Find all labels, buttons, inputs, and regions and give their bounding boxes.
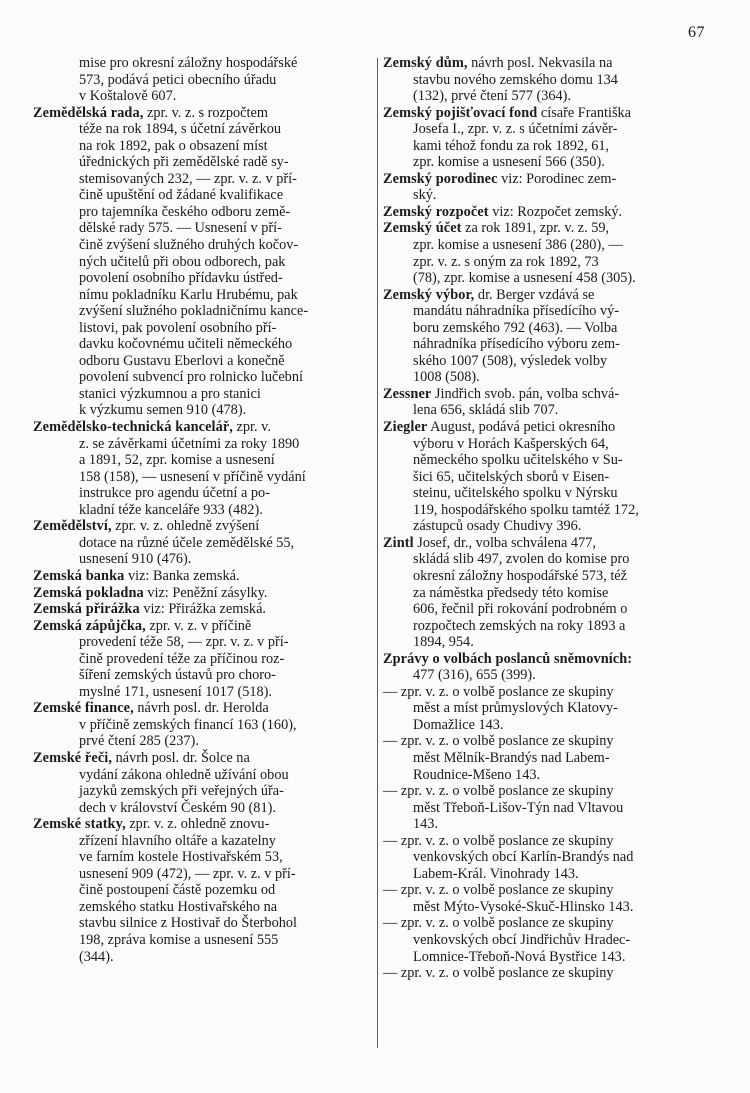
entry-text: vydání zákona ohledně užívání obou bbox=[79, 766, 289, 783]
index-entry-line bbox=[383, 816, 723, 833]
entry-text: usnesení 910 (476). bbox=[79, 551, 192, 568]
entry-text: z. se závěrkami účetními za roky 1890 bbox=[79, 435, 300, 452]
entry-text: — zpr. v. z. o volbě poslance ze skupiny bbox=[383, 832, 614, 849]
index-entry-line bbox=[383, 618, 723, 635]
entry-text: 1894, 954. bbox=[413, 634, 474, 651]
index-entry-line bbox=[383, 849, 723, 866]
index-entry-line bbox=[33, 72, 373, 89]
entry-text: dělské rady 575. — Usnesení v pří- bbox=[79, 220, 282, 237]
index-entry-line bbox=[383, 684, 723, 701]
index-entry-line bbox=[33, 469, 373, 486]
entry-keyword: Zessner bbox=[383, 385, 432, 402]
entry-text: dr. Berger vzdává se bbox=[474, 286, 595, 303]
index-entry-heading-line bbox=[383, 204, 723, 221]
entry-text: 143. bbox=[413, 816, 439, 833]
index-entry-line bbox=[33, 783, 373, 800]
entry-text: výboru v Horách Kašperských 64, bbox=[413, 435, 609, 452]
index-entry-line bbox=[383, 750, 723, 767]
entry-text: — zpr. v. z. o volbě poslance ze skupiny bbox=[383, 965, 614, 982]
entry-text: venkovských obcí Jindřichův Hradec- bbox=[413, 931, 631, 948]
index-entry-line bbox=[383, 502, 723, 519]
index-entry-line bbox=[33, 949, 373, 966]
entry-text: zpr. komise a usnesení 566 (350). bbox=[413, 154, 605, 171]
entry-text: viz: Rozpočet zemský. bbox=[488, 203, 623, 220]
index-entry-line bbox=[33, 915, 373, 932]
entry-text: čině upuštění od žádané kvalifikace bbox=[79, 187, 284, 204]
index-entry-line bbox=[33, 386, 373, 403]
entry-text: ského 1007 (508), výsledek volby bbox=[413, 352, 608, 369]
index-entry-heading-line bbox=[383, 419, 723, 436]
column-divider bbox=[377, 58, 378, 1048]
index-entry-line bbox=[33, 237, 373, 254]
index-entry-line bbox=[383, 485, 723, 502]
entry-text: — zpr. v. z. o volbě poslance ze skupiny bbox=[383, 683, 614, 700]
entry-keyword: Zemědělská rada, bbox=[33, 104, 144, 121]
entry-text: měst a míst průmyslových Klatovy- bbox=[413, 700, 618, 717]
index-entry-line bbox=[33, 436, 373, 453]
index-entry-line bbox=[33, 502, 373, 519]
entry-text: 606, řečnil při rokování podrobném o bbox=[413, 601, 628, 618]
index-entry-line bbox=[33, 88, 373, 105]
index-entry-line bbox=[383, 72, 723, 89]
entry-text: Roudnice-Mšeno 143. bbox=[413, 766, 541, 783]
index-entry-line bbox=[383, 254, 723, 271]
entry-text: lena 656, skládá slib 707. bbox=[413, 402, 559, 419]
entry-text: 158 (158), — usnesení v příčině vydání bbox=[79, 468, 306, 485]
index-entry-line bbox=[33, 154, 373, 171]
entry-text: náhradníka přísedícího výboru zem- bbox=[413, 336, 620, 353]
index-entry-line bbox=[383, 733, 723, 750]
entry-text: úřednických při zemědělské radě sy- bbox=[79, 154, 289, 171]
index-entry-line bbox=[33, 220, 373, 237]
index-entry-line bbox=[383, 452, 723, 469]
entry-text: povolení osobního přídavku ústřed- bbox=[79, 270, 283, 287]
entry-text: zpr. v. bbox=[232, 419, 271, 436]
entry-text: (132), prvé čtení 577 (364). bbox=[413, 88, 572, 105]
entry-text: davku kočovnému učiteli německého bbox=[79, 336, 293, 353]
entry-text: skládá slib 497, zvolen do komise pro bbox=[413, 551, 630, 568]
index-entry-line bbox=[383, 518, 723, 535]
index-entry-heading-line bbox=[33, 518, 373, 535]
entry-keyword: Zemědělství, bbox=[33, 518, 112, 535]
index-entry-heading-line bbox=[383, 105, 723, 122]
index-entry-line bbox=[33, 800, 373, 817]
entry-text: Lomnice-Třeboň-Nová Bystřice 143. bbox=[413, 948, 626, 965]
index-entry-line bbox=[33, 733, 373, 750]
entry-text: zemského statku Hostivařského na bbox=[79, 898, 278, 915]
entry-text: 1008 (508). bbox=[413, 369, 480, 386]
entry-text: prvé čtení 285 (237). bbox=[79, 733, 199, 750]
index-entry-line bbox=[33, 684, 373, 701]
entry-text: stavbu silnice z Hostivař do Šterbohol bbox=[79, 915, 297, 932]
index-entry-line bbox=[383, 585, 723, 602]
index-entry-line bbox=[33, 485, 373, 502]
entry-keyword: Zemský účet bbox=[383, 220, 462, 237]
index-entry-line bbox=[33, 882, 373, 899]
index-entry-line bbox=[383, 601, 723, 618]
entry-text: ský. bbox=[413, 187, 437, 204]
entry-text: dech v království Českém 90 (81). bbox=[79, 799, 276, 816]
entry-keyword: Zemská pokladna bbox=[33, 584, 144, 601]
index-entry-line bbox=[383, 915, 723, 932]
entry-text: usnesení 909 (472), — zpr. v. z. v pří- bbox=[79, 865, 296, 882]
index-entry-line bbox=[33, 121, 373, 138]
index-entry-line bbox=[383, 469, 723, 486]
entry-keyword: Zemská přirážka bbox=[33, 601, 140, 618]
index-entry-heading-line bbox=[33, 700, 373, 717]
entry-text: pro tajemníka českého odboru země- bbox=[79, 203, 291, 220]
index-entry-line bbox=[33, 833, 373, 850]
entry-text: za náměstka předsedy této komise bbox=[413, 584, 609, 601]
index-entry-line bbox=[383, 303, 723, 320]
index-entry-heading-line bbox=[33, 105, 373, 122]
index-entry-line bbox=[383, 353, 723, 370]
entry-text: venkovských obcí Karlín-Brandýs nad bbox=[413, 849, 634, 866]
entry-text: Josef, dr., volba schválena 477, bbox=[413, 534, 596, 551]
entry-text: zástupců osady Chudivy 396. bbox=[413, 518, 582, 535]
entry-text: 119, hospodářského spolku tamtéž 172, bbox=[413, 501, 639, 518]
entry-text: čině zvýšení služného druhých kočov- bbox=[79, 237, 299, 254]
entry-text: August, podává petici okresního bbox=[427, 419, 616, 436]
entry-text: 198, zpráva komise a usnesení 555 bbox=[79, 931, 279, 948]
index-entry-line bbox=[33, 767, 373, 784]
entry-text: měst Třeboň-Lišov-Týn nad Vltavou bbox=[413, 799, 624, 816]
index-entry-heading-line bbox=[383, 651, 723, 668]
entry-text: v Koštalově 607. bbox=[79, 88, 177, 105]
entry-text: viz: Porodinec zem- bbox=[497, 170, 617, 187]
entry-text: Josefa I., zpr. v. z. s účetními závěr- bbox=[413, 121, 618, 138]
index-entry-line bbox=[383, 436, 723, 453]
entry-text: okresní záložny hospodářské 573, též bbox=[413, 567, 627, 584]
entry-text: kladní téže kanceláře 933 (482). bbox=[79, 501, 263, 518]
index-entry-line bbox=[33, 402, 373, 419]
entry-text: stanici výzkumnou a pro stanici bbox=[79, 385, 261, 402]
entry-text: (78), zpr. komise a usnesení 458 (305). bbox=[413, 270, 636, 287]
index-entry-heading-line bbox=[383, 535, 723, 552]
entry-text: stavbu nového zemského domu 134 bbox=[413, 71, 618, 88]
entry-text: na rok 1892, pak o obsazení míst bbox=[79, 137, 268, 154]
entry-keyword: Zemský výbor, bbox=[383, 286, 475, 303]
index-entry-line bbox=[383, 783, 723, 800]
entry-text: zpr. v. z. v příčině bbox=[145, 617, 252, 634]
index-entry-line bbox=[33, 932, 373, 949]
index-entry-line bbox=[383, 88, 723, 105]
index-entry-line bbox=[383, 800, 723, 817]
entry-text: (344). bbox=[79, 948, 114, 965]
index-entry-heading-line bbox=[383, 55, 723, 72]
index-entry-line bbox=[33, 336, 373, 353]
entry-text: císaře Františka bbox=[537, 104, 632, 121]
index-entry-line bbox=[33, 899, 373, 916]
page-number: 67 bbox=[688, 24, 705, 41]
left-column bbox=[33, 55, 373, 965]
index-entry-line bbox=[383, 187, 723, 204]
index-entry-line bbox=[33, 667, 373, 684]
entry-keyword: Zemědělsko-technická kancelář, bbox=[33, 419, 233, 436]
index-entry-line bbox=[383, 237, 723, 254]
index-entry-line bbox=[33, 287, 373, 304]
entry-text: provedení téže 58, — zpr. v. z. v pří- bbox=[79, 634, 289, 651]
entry-text: 573, podává petici obecního úřadu bbox=[79, 71, 277, 88]
index-entry-line bbox=[33, 138, 373, 155]
entry-text: návrh posl. dr. Herolda bbox=[133, 700, 269, 717]
index-entry-line bbox=[383, 949, 723, 966]
entry-text: — zpr. v. z. o volbě poslance ze skupiny bbox=[383, 783, 614, 800]
index-entry-line bbox=[33, 320, 373, 337]
entry-text: kami téhož fondu za rok 1892, 61, bbox=[413, 137, 610, 154]
entry-text: zvýšení služného pokladničnímu kance- bbox=[79, 303, 309, 320]
entry-text: zpr. v. z. s rozpočtem bbox=[143, 104, 268, 121]
index-entry-line bbox=[383, 551, 723, 568]
index-entry-heading-line bbox=[33, 568, 373, 585]
entry-text: čině postoupení částě pozemku od bbox=[79, 882, 276, 899]
entry-text: zpr. v. z. ohledně zvýšení bbox=[111, 518, 260, 535]
entry-keyword: Zemský pojišťovací fond bbox=[383, 104, 538, 121]
entry-text: návrh posl. dr. Šolce na bbox=[112, 749, 250, 766]
index-entry-line bbox=[33, 254, 373, 271]
index-entry-heading-line bbox=[383, 386, 723, 403]
entry-text: měst Mělník-Brandýs nad Labem- bbox=[413, 749, 610, 766]
entry-keyword: Zemské řeči, bbox=[33, 749, 113, 766]
index-entry-line bbox=[383, 568, 723, 585]
index-entry-heading-line bbox=[33, 419, 373, 436]
entry-text: za rok 1891, zpr. v. z. 59, bbox=[461, 220, 610, 237]
index-entry-line bbox=[383, 138, 723, 155]
entry-keyword: Zprávy o volbách poslanců sněmovních: bbox=[383, 650, 633, 667]
index-entry-line bbox=[383, 270, 723, 287]
index-entry-line bbox=[383, 154, 723, 171]
index-entry-line bbox=[33, 303, 373, 320]
entry-text: měst Mýto-Vysoké-Skuč-Hlinsko 143. bbox=[413, 898, 634, 915]
entry-text: Jindřich svob. pán, volba schvá- bbox=[431, 385, 620, 402]
entry-text: zpr. komise a usnesení 386 (280), — bbox=[413, 237, 623, 254]
index-entry-line bbox=[33, 634, 373, 651]
entry-text: zpr. v. z. s oným za rok 1892, 73 bbox=[413, 253, 599, 270]
index-entry-line bbox=[383, 700, 723, 717]
entry-text: mandátu náhradníka přísedícího vý- bbox=[413, 303, 620, 320]
entry-text: a 1891, 52, zpr. komise a usnesení bbox=[79, 452, 275, 469]
index-entry-line bbox=[383, 336, 723, 353]
index-entry-heading-line bbox=[33, 601, 373, 618]
entry-text: 477 (316), 655 (399). bbox=[413, 667, 536, 684]
entry-keyword: Zemský dům, bbox=[383, 55, 468, 71]
entry-keyword: Zemské finance, bbox=[33, 700, 134, 717]
entry-text: — zpr. v. z. o volbě poslance ze skupiny bbox=[383, 733, 614, 750]
index-entry-line bbox=[383, 320, 723, 337]
entry-text: boru zemského 792 (463). — Volba bbox=[413, 319, 618, 336]
entry-text: k výzkumu semen 910 (478). bbox=[79, 402, 247, 419]
entry-text: steinu, učitelského spolku v Nýrsku bbox=[413, 485, 618, 502]
right-column bbox=[383, 55, 723, 982]
entry-text: rozpočtech zemských na roky 1893 a bbox=[413, 617, 626, 634]
index-entry-line bbox=[33, 353, 373, 370]
entry-text: zpr. v. z. ohledně znovu- bbox=[125, 816, 270, 833]
entry-text: ných učitelů při obou odborech, pak bbox=[79, 253, 286, 270]
entry-text: Domažlice 143. bbox=[413, 716, 504, 733]
entry-text: šici 65, učitelských sborů v Eisen- bbox=[413, 468, 610, 485]
index-entry-line bbox=[383, 899, 723, 916]
index-entry-line bbox=[33, 651, 373, 668]
index-entry-line bbox=[33, 866, 373, 883]
index-entry-line bbox=[383, 866, 723, 883]
index-entry-line bbox=[33, 270, 373, 287]
index-entry-line bbox=[33, 204, 373, 221]
entry-text: mise pro okresní záložny hospodářské bbox=[79, 55, 298, 71]
entry-text: jazyků zemských při veřejných úřa- bbox=[79, 783, 284, 800]
entry-text: nímu pokladníku Karlu Hrubému, pak bbox=[79, 286, 298, 303]
entry-text: — zpr. v. z. o volbě poslance ze skupiny bbox=[383, 915, 614, 932]
entry-keyword: Zintl bbox=[383, 534, 414, 551]
index-entry-line bbox=[383, 402, 723, 419]
index-entry-line bbox=[33, 187, 373, 204]
entry-text: návrh posl. Nekvasila na bbox=[467, 55, 613, 71]
index-entry-line bbox=[33, 369, 373, 386]
index-entry-line bbox=[33, 55, 373, 72]
entry-text: povolení subvencí pro rolnicko lučební bbox=[79, 369, 303, 386]
index-entry-line bbox=[383, 833, 723, 850]
entry-text: stemisovaných 232, — zpr. v. z. v pří- bbox=[79, 170, 297, 187]
index-entry-heading-line bbox=[33, 750, 373, 767]
entry-keyword: Zemská banka bbox=[33, 567, 125, 584]
index-entry-line bbox=[383, 767, 723, 784]
entry-text: listovi, pak povolení osobního pří- bbox=[79, 319, 277, 336]
entry-keyword: Zemská zápůjčka, bbox=[33, 617, 146, 634]
index-entry-heading-line bbox=[383, 287, 723, 304]
index-entry-heading-line bbox=[383, 220, 723, 237]
entry-keyword: Zemský rozpočet bbox=[383, 203, 489, 220]
index-entry-line bbox=[33, 171, 373, 188]
index-entry-line bbox=[383, 634, 723, 651]
index-entry-line bbox=[383, 717, 723, 734]
index-entry-heading-line bbox=[33, 618, 373, 635]
entry-text: dotace na různé účele zemědělské 55, bbox=[79, 534, 295, 551]
index-entry-line bbox=[33, 551, 373, 568]
entry-keyword: Zemské statky, bbox=[33, 816, 126, 833]
entry-text: čině provedení téže za příčinou roz- bbox=[79, 650, 285, 667]
entry-text: — zpr. v. z. o volbě poslance ze skupiny bbox=[383, 882, 614, 899]
index-entry-line bbox=[383, 932, 723, 949]
index-entry-heading-line bbox=[33, 585, 373, 602]
index-entry-line bbox=[33, 849, 373, 866]
entry-text: Labem-Král. Vinohrady 143. bbox=[413, 865, 579, 882]
index-entry-line bbox=[33, 717, 373, 734]
index-entry-line bbox=[33, 452, 373, 469]
entry-text: v příčině zemských financí 163 (160), bbox=[79, 716, 297, 733]
entry-keyword: Ziegler bbox=[383, 419, 428, 436]
index-entry-line bbox=[383, 965, 723, 982]
index-entry-heading-line bbox=[33, 816, 373, 833]
entry-text: zřízení hlavního oltáře a kazatelny bbox=[79, 832, 276, 849]
index-entry-line bbox=[383, 882, 723, 899]
entry-text: německého spolku učitelského v Su- bbox=[413, 452, 623, 469]
entry-text: instrukce pro agendu účetní a po- bbox=[79, 485, 270, 502]
entry-text: viz: Přirážka zemská. bbox=[139, 601, 266, 618]
entry-text: šíření zemských ústavů pro choro- bbox=[79, 667, 276, 684]
entry-text: odboru Gustavu Eberlovi a konečně bbox=[79, 352, 285, 369]
index-entry-line bbox=[383, 369, 723, 386]
entry-text: myslné 171, usnesení 1017 (518). bbox=[79, 683, 272, 700]
entry-keyword: Zemský porodinec bbox=[383, 170, 498, 187]
entry-text: viz: Banka zemská. bbox=[124, 567, 240, 584]
index-entry-heading-line bbox=[383, 171, 723, 188]
index-entry-line bbox=[383, 121, 723, 138]
entry-text: ve farním kostele Hostivařském 53, bbox=[79, 849, 283, 866]
index-entry-line bbox=[383, 667, 723, 684]
index-entry-line bbox=[33, 535, 373, 552]
entry-text: viz: Peněžní zásylky. bbox=[143, 584, 268, 601]
entry-text: téže na rok 1894, s účetní závěrkou bbox=[79, 121, 282, 138]
